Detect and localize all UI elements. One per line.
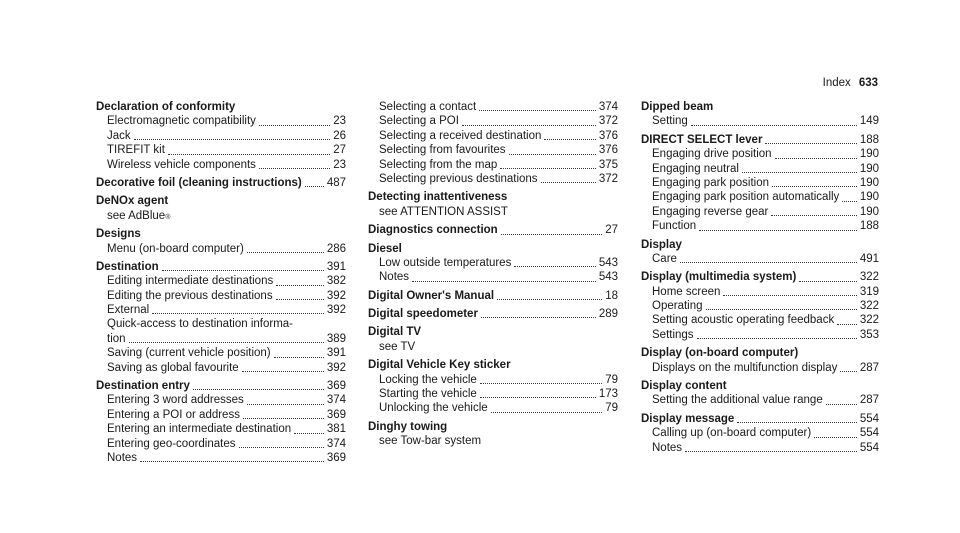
leader-dots — [129, 342, 324, 343]
entry-title: Digital speedometer — [368, 308, 478, 321]
page-ref[interactable]: 287 — [859, 394, 879, 407]
index-entry — [641, 133, 879, 234]
index-entry — [96, 100, 346, 172]
entry-subitem-text: Settings — [652, 328, 694, 341]
page-ref[interactable]: 487 — [326, 176, 346, 189]
page-ref[interactable]: 374 — [326, 394, 346, 407]
page-ref[interactable]: 392 — [326, 289, 346, 302]
page-ref[interactable]: 190 — [859, 162, 879, 175]
entry-subitem-text: External — [107, 304, 150, 317]
page-ref[interactable]: 389 — [326, 332, 346, 345]
page-ref[interactable]: 190 — [859, 176, 879, 189]
leader-dots — [247, 404, 324, 405]
entry-title: Display content — [641, 380, 727, 393]
index-label: Index — [822, 77, 851, 89]
page-ref[interactable]: 149 — [859, 115, 879, 128]
leader-dots — [305, 186, 324, 187]
index-entry — [368, 289, 618, 303]
index-entry — [96, 176, 346, 190]
entry-subitem-text: Engaging reverse gear — [652, 205, 769, 218]
leader-dots — [140, 461, 324, 462]
leader-dots — [259, 168, 330, 169]
entry-title: Diesel — [368, 242, 402, 255]
entry-title: Destination entry — [96, 380, 190, 393]
entry-subitem-text: Editing the previous destinations — [107, 289, 273, 302]
entry-subitem-text: Saving (current vehicle position) — [107, 347, 271, 360]
page-ref[interactable]: 286 — [326, 242, 346, 255]
page-ref[interactable]: 319 — [859, 285, 879, 298]
page-ref[interactable]: 190 — [859, 191, 879, 204]
entry-title: Declaration of conformity — [96, 101, 236, 113]
entry-title: Digital TV — [368, 326, 422, 339]
page-ref[interactable]: 322 — [859, 271, 879, 284]
page-ref[interactable]: 369 — [326, 380, 346, 393]
page-ref[interactable]: 392 — [326, 361, 346, 374]
page-ref[interactable]: 27 — [605, 224, 618, 237]
page-ref[interactable]: 18 — [605, 289, 618, 302]
page-header — [823, 77, 878, 89]
page-ref[interactable]: 372 — [598, 115, 618, 128]
entry-title: Display (on-board computer) — [641, 347, 799, 360]
entry-subitem-text: Engaging park position automatically — [652, 191, 840, 204]
leader-dots — [193, 389, 324, 390]
leader-dots — [134, 139, 331, 140]
leader-dots — [162, 270, 324, 271]
leader-dots — [276, 285, 324, 286]
entry-title: Diagnostics connection — [368, 224, 498, 237]
entry-subitem-text: Wireless vehicle components — [107, 158, 256, 171]
page-ref[interactable]: 79 — [605, 402, 618, 415]
entry-title: Designs — [96, 228, 141, 241]
entry-subitem-text: Setting acoustic operating feedback — [652, 314, 835, 327]
leader-dots — [514, 266, 595, 267]
leader-dots — [168, 154, 330, 155]
entry-subitem-text: Calling up (on-board computer) — [652, 427, 812, 440]
entry-subitem-text: Editing intermediate destinations — [107, 275, 274, 288]
entry-subitem-text: Engaging neutral — [652, 162, 739, 175]
leader-dots — [501, 234, 602, 235]
leader-dots — [697, 338, 857, 339]
entry-subitem-text: Starting the vehicle — [379, 388, 477, 401]
entry-subitem-text: Notes — [107, 451, 138, 464]
entry-subitem-text: Operating — [652, 300, 703, 313]
page-ref[interactable]: 391 — [326, 260, 346, 273]
leader-dots — [509, 154, 596, 155]
leader-dots — [491, 412, 603, 413]
entry-subitem-text: Notes — [652, 441, 683, 454]
leader-dots — [500, 168, 596, 169]
page-ref[interactable]: 173 — [598, 388, 618, 401]
index-entry — [368, 420, 618, 449]
leader-dots — [412, 281, 596, 282]
entry-subitem-text: Menu (on-board computer) — [107, 242, 244, 255]
leader-dots — [765, 143, 856, 144]
index-entry — [368, 190, 618, 219]
leader-dots — [152, 313, 324, 314]
page-ref[interactable]: 369 — [326, 408, 346, 421]
page-ref[interactable]: 382 — [326, 275, 346, 288]
leader-dots — [691, 125, 857, 126]
leader-dots — [775, 158, 857, 159]
entry-title: Decorative foil (cleaning instructions) — [96, 176, 302, 189]
page-ref[interactable]: 190 — [859, 148, 879, 161]
entry-title: Digital Owner's Manual — [368, 289, 495, 302]
index-column-1 — [96, 100, 346, 465]
index-entry: DeNOx agent see AdBlue ® — [96, 195, 171, 222]
leader-dots — [771, 215, 856, 216]
leader-dots — [480, 397, 596, 398]
index-entry — [368, 307, 618, 321]
leader-dots — [840, 371, 856, 372]
entry-subitem-text: Jack — [107, 129, 131, 142]
index-entry — [96, 379, 346, 465]
entry-subitem-text: Entering a POI or address — [107, 408, 240, 421]
index-entry — [368, 358, 618, 416]
index-entry — [641, 379, 879, 408]
page-ref[interactable]: 190 — [859, 205, 879, 218]
leader-dots — [247, 252, 324, 253]
entry-subitem-text: Selecting from the map — [379, 158, 498, 171]
leader-dots — [799, 281, 857, 282]
entry-subitem-text: Entering an intermediate destination — [107, 423, 292, 436]
index-entry — [368, 223, 618, 237]
entry-subitem-text: TIREFIT kit — [107, 144, 165, 157]
page-ref[interactable]: 554 — [859, 412, 879, 425]
index-entry — [641, 238, 879, 267]
page-ref[interactable]: 381 — [326, 423, 346, 436]
page-ref[interactable]: 26 — [333, 129, 346, 142]
entry-subitem-text: Entering 3 word addresses — [107, 394, 244, 407]
leader-dots — [462, 125, 596, 126]
page-ref[interactable]: 543 — [598, 256, 618, 269]
leader-dots — [239, 447, 324, 448]
leader-dots — [814, 437, 857, 438]
entry-subitem-text: see TV — [379, 340, 416, 353]
leader-dots — [837, 324, 857, 325]
entry-subitem-text: Function — [652, 220, 697, 233]
entry-subitem-text: Care — [652, 252, 677, 265]
leader-dots — [706, 309, 857, 310]
page-number: 633 — [858, 77, 878, 89]
entry-subitem-text: tion — [107, 332, 126, 345]
page-ref[interactable]: 554 — [859, 441, 879, 454]
index-entry — [641, 346, 879, 375]
page-ref[interactable]: 491 — [859, 252, 879, 265]
entry-title: Display message — [641, 412, 735, 425]
page-ref[interactable]: 188 — [859, 220, 879, 233]
leader-dots — [544, 139, 595, 140]
page-ref[interactable]: 374 — [598, 101, 618, 113]
page-ref[interactable]: 79 — [605, 373, 618, 386]
entry-subitem-text: Home screen — [652, 285, 721, 298]
entry-subitem-text: Setting — [652, 115, 688, 128]
entry-subitem-text: Low outside temperatures — [379, 256, 512, 269]
page-ref[interactable]: 23 — [333, 115, 346, 128]
entry-title: Dinghy towing — [368, 420, 448, 433]
index-entry — [368, 242, 618, 285]
page-ref[interactable]: 554 — [859, 427, 879, 440]
leader-dots — [274, 357, 324, 358]
entry-subitem-text: Setting the additional value range — [652, 394, 823, 407]
page-ref[interactable]: 375 — [598, 158, 618, 171]
entry-title: DIRECT SELECT lever — [641, 133, 763, 146]
leader-dots — [723, 295, 856, 296]
entry-title: Display — [641, 238, 682, 251]
entry-subitem-text: Selecting previous destinations — [379, 172, 538, 185]
leader-dots — [541, 182, 596, 183]
index-entry — [641, 270, 879, 342]
leader-dots — [479, 110, 596, 111]
page-ref[interactable]: 392 — [326, 304, 346, 317]
leader-dots — [497, 299, 602, 300]
page-ref[interactable]: 287 — [859, 361, 879, 374]
leader-dots — [685, 451, 857, 452]
entry-title: Dipped beam — [641, 101, 714, 113]
entry-subitem-text: Electromagnetic compatibility — [107, 115, 256, 128]
leader-dots — [680, 262, 857, 263]
index-entry — [368, 100, 618, 186]
page-ref[interactable]: 391 — [326, 347, 346, 360]
entry-subitem-text: Selecting a received destination — [379, 129, 542, 142]
leader-dots — [480, 383, 602, 384]
leader-dots — [737, 422, 856, 423]
page-ref[interactable]: 353 — [859, 328, 879, 341]
entry-subitem-text: Displays on the multifunction display — [652, 361, 838, 374]
entry-subitem-text: Unlocking the vehicle — [379, 402, 488, 415]
leader-dots — [481, 317, 596, 318]
leader-dots — [259, 125, 330, 126]
page-ref[interactable]: 27 — [333, 144, 346, 157]
entry-title: Detecting inattentiveness — [368, 191, 508, 204]
page-ref[interactable]: 322 — [859, 314, 879, 327]
entry-title: Destination — [96, 260, 159, 273]
leader-dots — [742, 172, 857, 173]
entry-subitem-text: Saving as global favourite — [107, 361, 239, 374]
entry-subitem-text: Selecting from favourites — [379, 144, 506, 157]
page-ref[interactable]: 374 — [326, 437, 346, 450]
leader-dots — [842, 201, 857, 202]
page-ref[interactable]: 322 — [859, 300, 879, 313]
entry-subitem-text: Selecting a contact — [379, 101, 477, 113]
leader-dots — [772, 186, 857, 187]
entry-title: Digital Vehicle Key sticker — [368, 359, 511, 372]
page-ref[interactable]: 372 — [598, 172, 618, 185]
entry-subitem-text: see ATTENTION ASSIST — [379, 205, 508, 218]
index-column-3 — [641, 100, 879, 455]
page-ref[interactable]: 23 — [333, 158, 346, 171]
entry-subitem-text: Locking the vehicle — [379, 373, 477, 386]
page-ref[interactable]: 376 — [598, 129, 618, 142]
index-entry — [368, 325, 618, 354]
entry-subitem-text: Quick-access to destination informa- — [107, 318, 293, 331]
leader-dots — [276, 299, 324, 300]
leader-dots — [243, 418, 324, 419]
page-ref[interactable]: 369 — [326, 451, 346, 464]
leader-dots — [242, 371, 324, 372]
leader-dots — [294, 433, 324, 434]
entry-subitem-text: Engaging park position — [652, 176, 769, 189]
entry-subitem-text: Entering geo-coordinates — [107, 437, 236, 450]
page-ref[interactable]: 188 — [859, 133, 879, 146]
entry-subitem-text: Engaging drive position — [652, 148, 772, 161]
leader-dots — [826, 404, 857, 405]
leader-dots — [699, 230, 857, 231]
index-column-2 — [368, 100, 618, 449]
entry-title: Display (multimedia system) — [641, 271, 797, 284]
page-ref[interactable]: 289 — [598, 308, 618, 321]
entry-title: DeNOx agent — [96, 195, 169, 208]
entry-subitem-text: see Tow-bar system — [379, 435, 482, 448]
entry-subitem-text: see AdBlue — [107, 209, 166, 222]
page-ref[interactable]: 543 — [598, 271, 618, 284]
index-entry — [641, 412, 879, 455]
page-ref[interactable]: 376 — [598, 144, 618, 157]
index-entry — [96, 260, 346, 375]
index-entry — [96, 227, 346, 256]
entry-subitem-text: Selecting a POI — [379, 115, 459, 128]
index-entry — [641, 100, 879, 129]
entry-subitem-text: Notes — [379, 271, 410, 284]
